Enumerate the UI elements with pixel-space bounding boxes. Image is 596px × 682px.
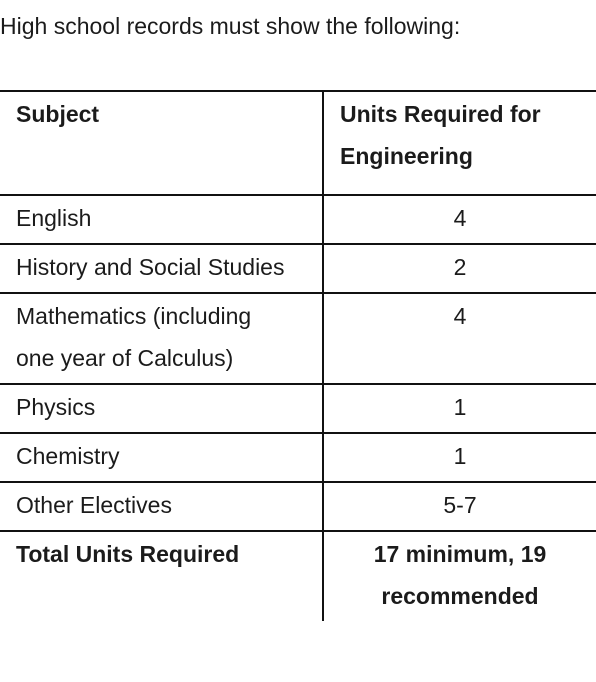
table-header-row — [0, 91, 596, 195]
table-row — [0, 384, 596, 433]
table-row — [0, 293, 596, 384]
units-cell: 4 — [323, 195, 596, 244]
table-row — [0, 244, 596, 293]
subject-text: Mathematics (including one year of Calculus) — [16, 303, 252, 371]
requirements-table — [0, 90, 596, 621]
header-units: Units Required for Engineering — [323, 91, 596, 195]
subject-text: History and Social Studies — [16, 254, 285, 280]
subject-cell: Other Electives — [0, 482, 323, 531]
table-row — [0, 433, 596, 482]
subject-cell — [0, 244, 323, 293]
units-cell: 1 — [323, 384, 596, 433]
subject-cell: English — [0, 195, 323, 244]
units-cell: 2 — [323, 244, 596, 293]
units-cell: 1 — [323, 433, 596, 482]
subject-cell: Physics — [0, 384, 323, 433]
header-subject: Subject — [0, 91, 323, 195]
table-row — [0, 195, 596, 244]
subject-cell: Chemistry — [0, 433, 323, 482]
intro-text: High school records must show the following: — [0, 13, 461, 39]
units-cell: 4 — [323, 293, 596, 384]
total-label-cell: Total Units Required — [0, 531, 323, 621]
table-row — [0, 482, 596, 531]
subject-cell — [0, 293, 323, 384]
total-units-cell: 17 minimum, 19 recommended — [323, 531, 596, 621]
total-row — [0, 531, 596, 621]
units-cell: 5-7 — [323, 482, 596, 531]
